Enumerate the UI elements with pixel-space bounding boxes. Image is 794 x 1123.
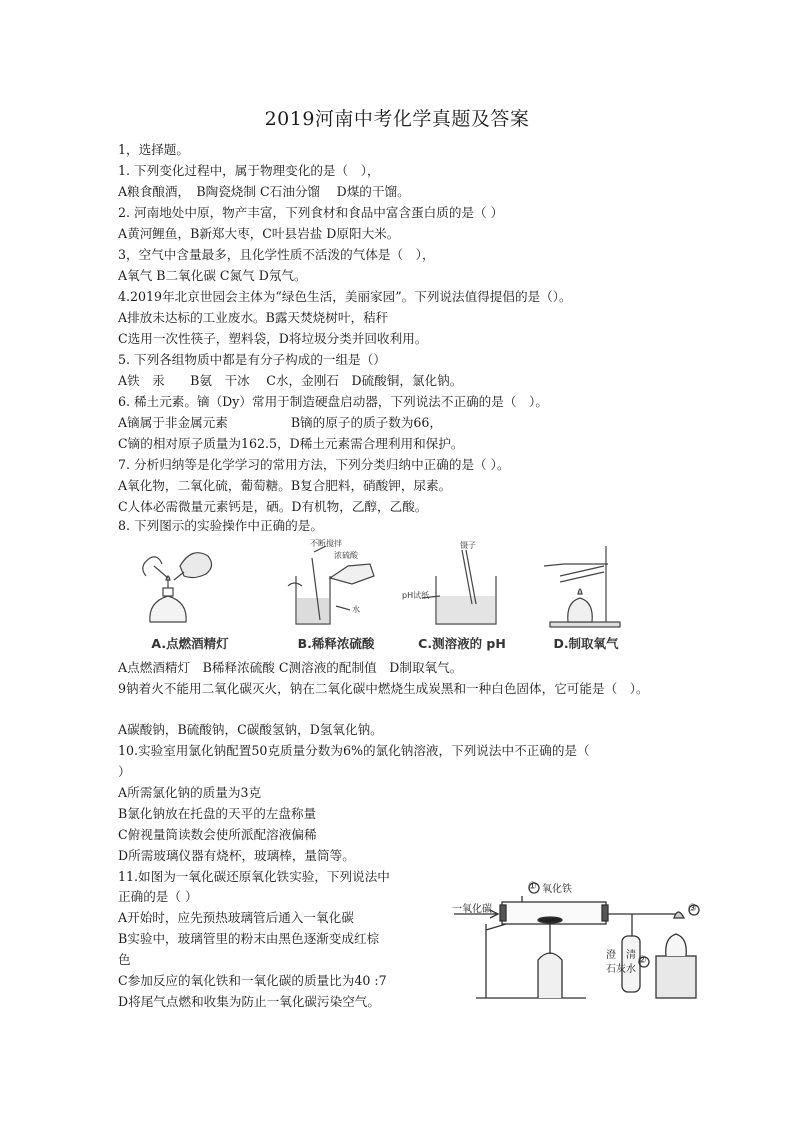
question-8-options: A点燃酒精灯 B稀释浓硫酸 C测溶液的配制值 D制取氧气。	[118, 660, 463, 675]
question-9: 9钠着火不能用二氧化碳灭火，钠在二氧化碳中燃烧生成炭黑和一种白色固体，它可能是（ ）。	[118, 681, 649, 696]
question-1-options: A粮食酿酒， B陶瓷烧制 C石油分馏 D煤的干馏。	[118, 184, 410, 199]
question-8: 8. 下列图示的实验操作中正确的是。	[118, 518, 323, 533]
question-5: 5. 下列各组物质中都是有分子构成的一组是（）	[118, 352, 386, 367]
question-6-options-ab: A镝属于非金属元素 B镝的原子的质子数为66，	[118, 415, 443, 430]
question-10-cont: ）	[118, 764, 131, 779]
question-6-options-cd: C镝的相对原子质量为162.5，D稀土元素需合理利用和保护。	[118, 436, 464, 451]
label-tweezers: 镊子	[460, 541, 476, 550]
figure-c-caption: C.测溶液的 pH	[418, 636, 506, 651]
question-6: 6. 稀土元素。镝（Dy）常用于制造硬盘启动器，下列说法不正确的是（ ）。	[118, 394, 548, 409]
experiment-figures	[128, 536, 648, 652]
section-heading: 1，选择题。	[118, 142, 189, 157]
question-10-option-c: C俯视量筒读数会使所派配溶液偏稀	[118, 827, 317, 842]
co-reduction-apparatus	[446, 874, 718, 1004]
question-2-options: A黄河鲤鱼，B新郑大枣，C叶县岩盐 D原阳大米。	[118, 226, 400, 241]
label-num-1: ①	[528, 881, 537, 892]
label-water: 水	[352, 605, 360, 614]
question-11-option-b-cont: 色	[118, 952, 131, 967]
question-4: 4.2019年北京世园会主体为“绿色生活，美丽家园”。下列说法值得提倡的是（）。	[118, 289, 572, 304]
question-7-options-ab: A氧化物，二氧化硫，葡萄糖。B复合肥料，硝酸钾，尿素。	[118, 478, 452, 493]
question-10-option-d: D所需玻璃仪器有烧杯，玻璃棒，量筒等。	[118, 848, 355, 863]
question-11-option-d: D将尾气点燃和收集为防止一氧化碳污染空气。	[118, 994, 380, 1009]
question-11-cont: 正确的是（ ）	[118, 889, 198, 904]
label-acid: 浓硫酸	[334, 551, 358, 560]
question-10-option-a: A所需氯化钠的质量为3克	[118, 785, 262, 800]
question-10: 10.实验室用氯化钠配置50克质量分数为6%的氯化钠溶液，下列说法中不正确的是（	[118, 743, 590, 758]
question-4-options-ab: A排放未达标的工业废水。B露天焚烧树叶，秸秆	[118, 310, 389, 325]
question-11: 11.如图为一氧化碳还原氧化铁实验，下列说法中	[118, 869, 390, 884]
question-5-options: A铁 汞 B氨 干冰 C水，金刚石 D硫酸铜，氯化钠。	[118, 373, 463, 388]
question-4-options-cd: C选用一次性筷子，塑料袋，D将垃圾分类并回收利用。	[118, 331, 428, 346]
question-11-option-a: A开始时，应先预热玻璃管后通入一氧化碳	[118, 910, 354, 925]
figure-b	[274, 536, 398, 652]
figure-a	[128, 536, 252, 652]
figure-c	[400, 536, 524, 652]
figure-b-caption: B.稀释浓硫酸	[297, 636, 375, 651]
question-11-option-b: B实验中，玻璃管里的粉末由黑色逐渐变成红棕	[118, 931, 380, 946]
question-1: 1. 下列变化过程中，属于物理变化的是（ ），	[118, 163, 380, 178]
oxygen-prep-illustration	[524, 536, 648, 632]
figure-a-caption: A.点燃酒精灯	[151, 636, 229, 651]
figure-d-caption: D.制取氧气	[553, 636, 619, 651]
apparatus-illustration	[446, 874, 718, 1004]
alcohol-lamp-illustration	[128, 536, 252, 632]
question-11-option-c: C参加反应的氧化铁和一氧化碳的质量比为40 :7	[118, 973, 387, 988]
page-title: 2019河南中考化学真题及答案	[264, 108, 530, 130]
question-10-option-b: B氯化钠放在托盘的天平的左盘称量	[118, 806, 317, 821]
label-limewater: 石灰水	[606, 964, 636, 975]
label-num-3: ③	[688, 903, 697, 914]
question-3-options: A氧气 B二氧化碳 C氮气 D氖气。	[118, 268, 307, 283]
label-clear: 澄 清	[606, 950, 636, 961]
question-9-options: A碳酸钠，B硫酸钠，C碳酸氢钠，D氢氧化钠。	[118, 722, 383, 737]
figure-d	[524, 536, 648, 652]
question-7-options-cd: C人体必需微量元素钙是，硒。D有机物，乙醇，乙酸。	[118, 499, 428, 514]
label-num-2: ②	[638, 955, 647, 966]
label-ph-paper: pH试纸	[402, 591, 430, 600]
question-2: 2. 河南地处中原，物产丰富，下列食材和食品中富含蛋白质的是（ ）	[118, 205, 504, 220]
label-stir: 不断搅拌	[310, 539, 342, 548]
label-iron-oxide: 氧化铁	[542, 884, 572, 895]
question-7: 7. 分析归纳等是化学学习的常用方法，下列分类归纳中正确的是（ ）。	[118, 457, 510, 472]
question-3: 3，空气中含量最多，且化学性质不活泼的气体是（ ），	[118, 247, 435, 262]
label-co: 一氧化碳	[452, 904, 492, 915]
